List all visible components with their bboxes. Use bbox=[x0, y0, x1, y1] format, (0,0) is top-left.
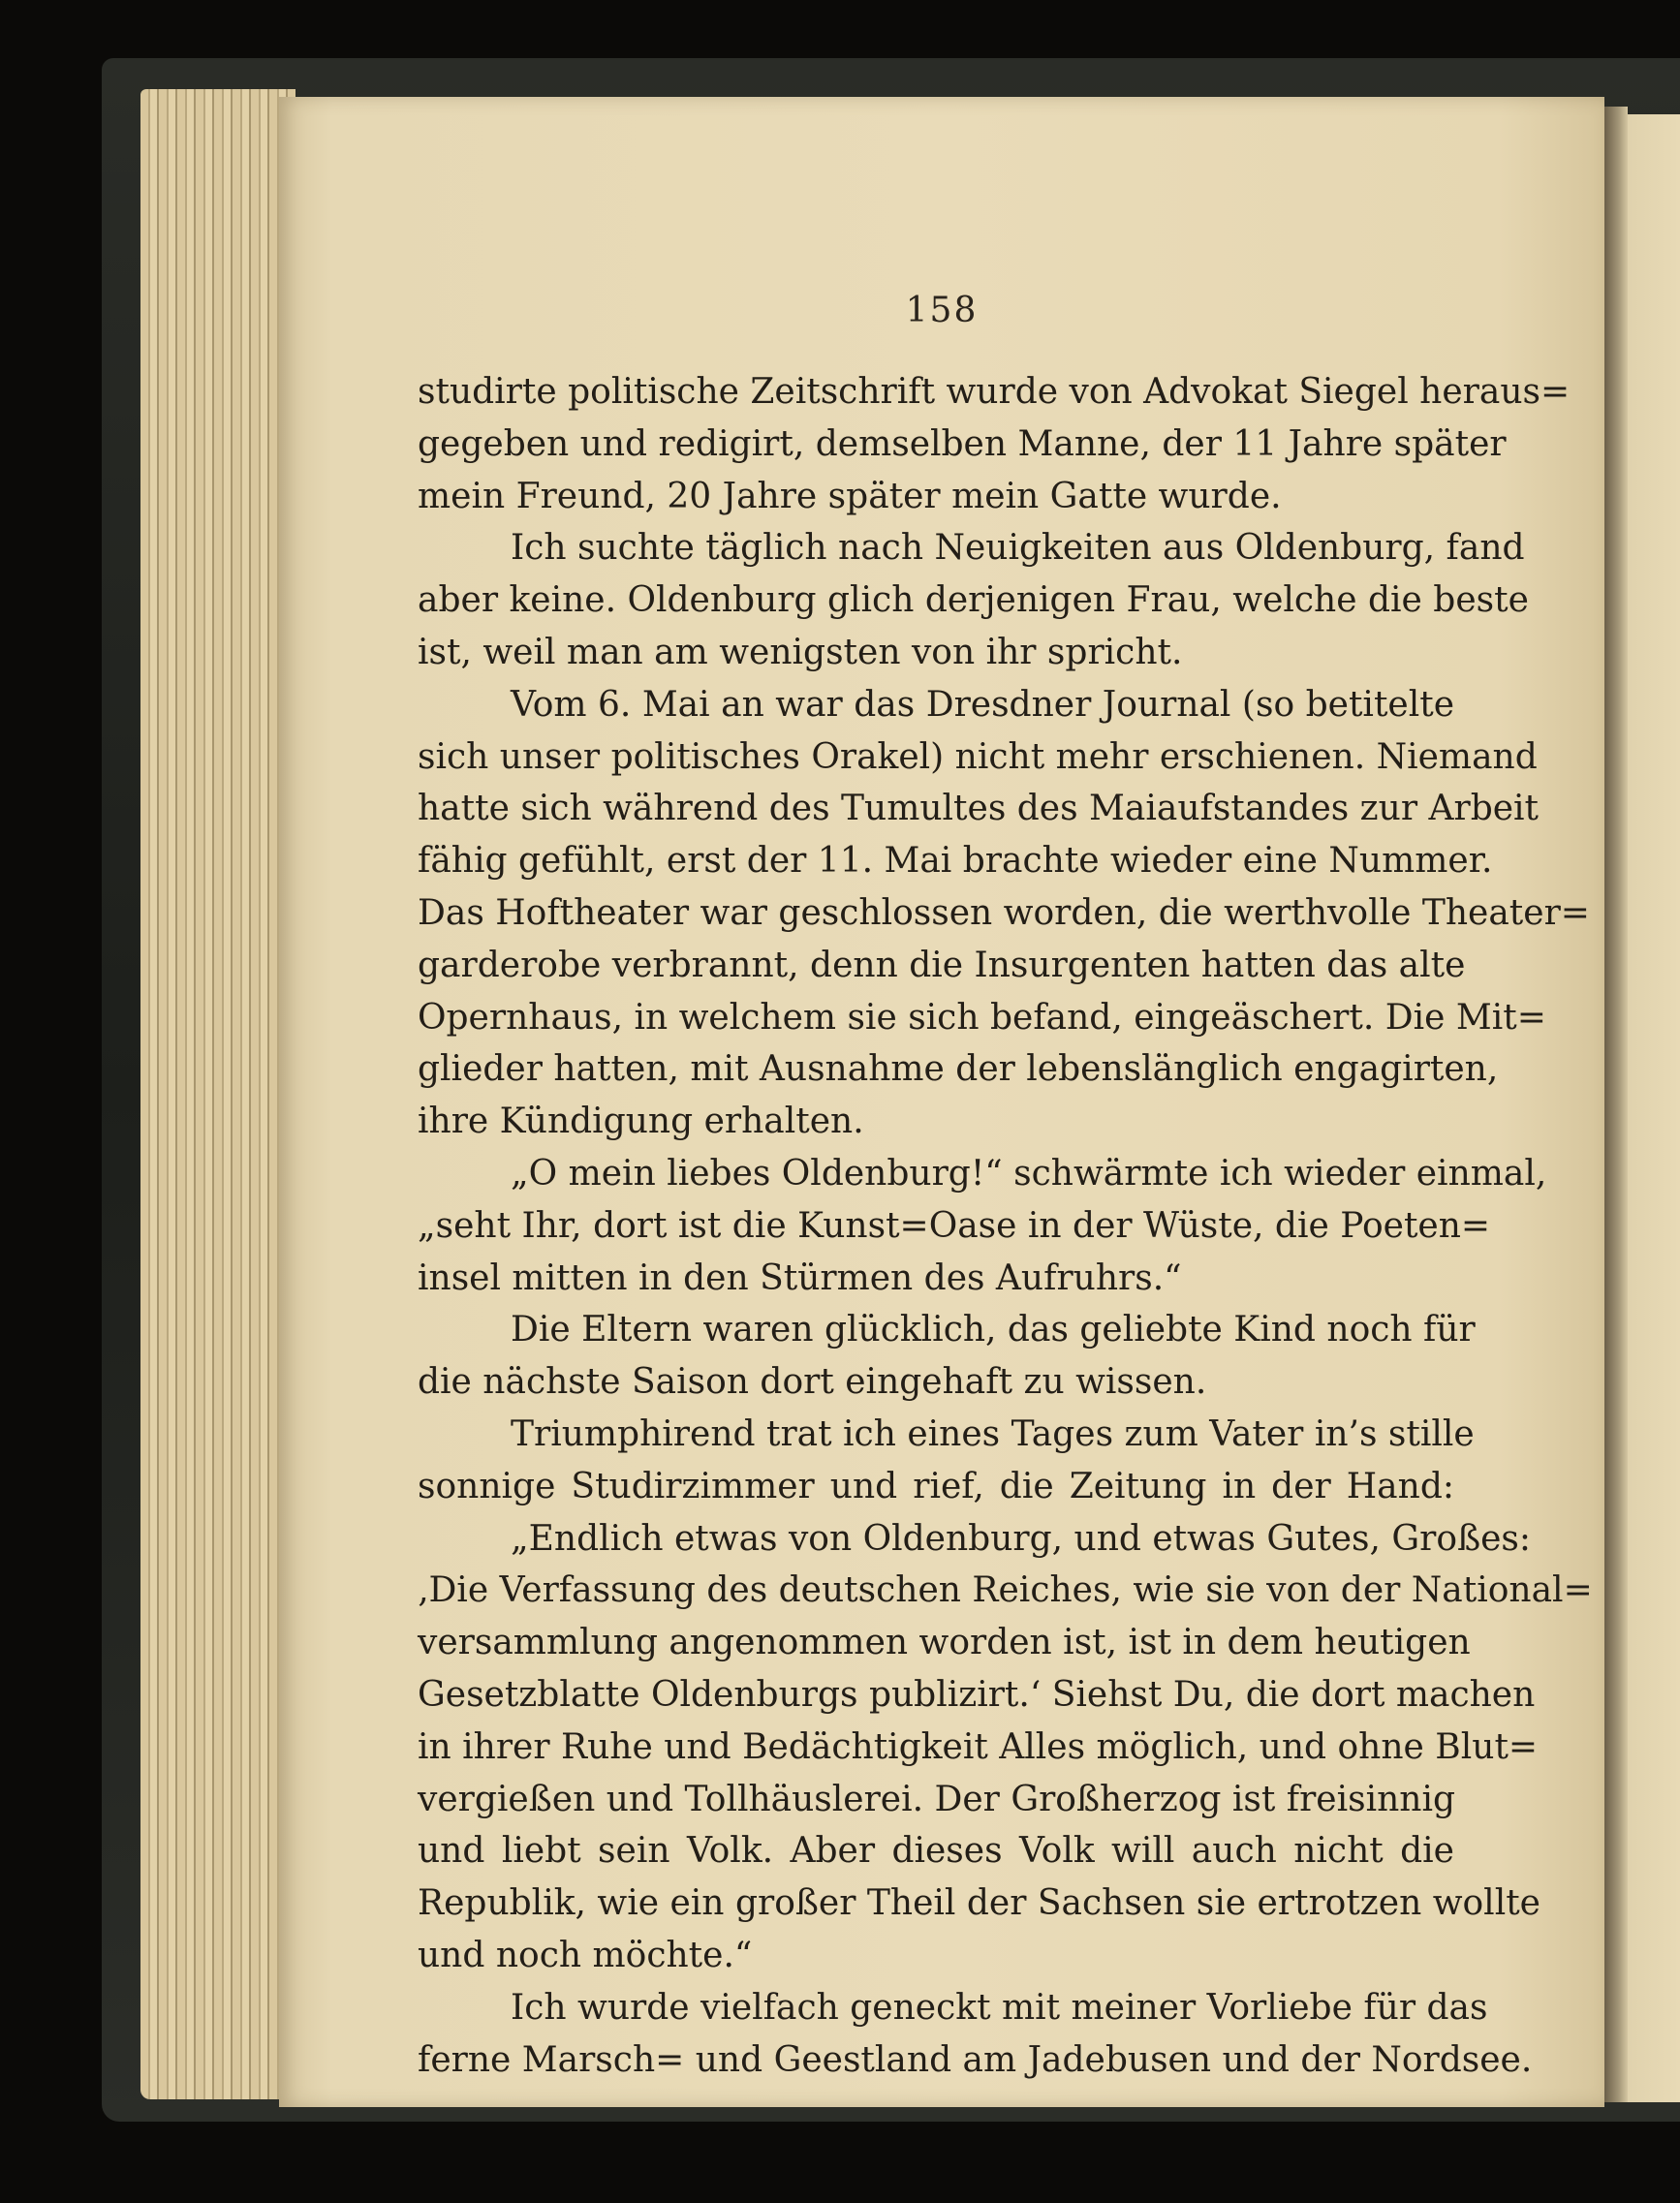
text-line: hatte sich während des Tumultes des Maiaufstandes zur Arbeit bbox=[418, 789, 1540, 829]
text-line: vergießen und Tollhäuslerei. Der Großherzog ist freisinnig bbox=[418, 1779, 1456, 1819]
text-line: „Endlich etwas von Oldenburg, und etwas Gutes, Großes: bbox=[511, 1518, 1532, 1559]
text-line: in ihrer Ruhe und Bedächtigkeit Alles möglich, und ohne Blut= bbox=[418, 1726, 1539, 1767]
page-text bbox=[418, 366, 1593, 2086]
book-page bbox=[279, 97, 1604, 2107]
page-edges bbox=[140, 89, 296, 2099]
text-line: ferne Marsch= und Geestland am Jadebusen und der Nordsee. bbox=[418, 2039, 1533, 2080]
text-line: versammlung angenommen worden ist, ist in dem heutigen bbox=[418, 1623, 1471, 1663]
text-line: studirte politische Zeitschrift wurde von Advokat Siegel heraus= bbox=[418, 372, 1571, 412]
page-number: 158 bbox=[905, 291, 979, 330]
text-line: Triumphirend trat ich eines Tages zum Vater in’s stille bbox=[511, 1413, 1475, 1454]
text-line: sonnige Studirzimmer und rief, die Zeitung in der Hand: bbox=[418, 1466, 1454, 1506]
text-line: Ich suchte täglich nach Neuigkeiten aus Oldenburg, fand bbox=[511, 528, 1525, 569]
text-line: die nächste Saison dort eingehaft zu wissen. bbox=[418, 1362, 1207, 1403]
text-line: Gesetzblatte Oldenburgs publizirt.‘ Siehst Du, die dort machen bbox=[418, 1674, 1536, 1715]
text-line: gegeben und redigirt, demselben Manne, der 11 Jahre später bbox=[418, 423, 1507, 464]
text-line: garderobe verbrannt, denn die Insurgenten hatten das alte bbox=[418, 945, 1466, 985]
text-line: Das Hoftheater war geschlossen worden, die werthvolle Theater= bbox=[418, 892, 1590, 933]
text-line: Die Eltern waren glücklich, das geliebte Kind noch für bbox=[511, 1310, 1476, 1350]
text-line: Opernhaus, in welchem sie sich befand, eingeäschert. Die Mit= bbox=[418, 997, 1546, 1038]
text-line: und noch möchte.“ bbox=[418, 1935, 753, 1975]
text-line: „seht Ihr, dort ist die Kunst=Oase in der Wüste, die Poeten= bbox=[418, 1205, 1491, 1246]
text-line: Vom 6. Mai an war das Dresdner Journal (so betitelte bbox=[511, 684, 1454, 725]
text-line: ‚Die Verfassung des deutschen Reiches, wie sie von der National= bbox=[418, 1570, 1593, 1611]
text-line: ist, weil man am wenigsten von ihr spricht. bbox=[418, 632, 1183, 672]
text-line: aber keine. Oldenburg glich derjenigen Frau, welche die beste bbox=[418, 580, 1529, 621]
text-line: Republik, wie ein großer Theil der Sachsen sie ertrotzen wollte bbox=[418, 1883, 1540, 1924]
text-line: ihre Kündigung erhalten. bbox=[418, 1102, 864, 1142]
text-line: mein Freund, 20 Jahre später mein Gatte wurde. bbox=[418, 476, 1282, 516]
text-line: insel mitten in den Stürmen des Aufruhrs.“ bbox=[418, 1257, 1182, 1298]
text-line: sich unser politisches Orakel) nicht mehr erschienen. Niemand bbox=[418, 736, 1538, 777]
text-line: fähig gefühlt, erst der 11. Mai brachte wieder eine Nummer. bbox=[418, 841, 1493, 882]
text-line: „O mein liebes Oldenburg!“ schwärmte ich wieder einmal, bbox=[511, 1153, 1547, 1194]
next-page-edge bbox=[1628, 114, 1680, 2102]
page-gutter bbox=[1604, 107, 1628, 2102]
text-line: Ich wurde vielfach geneckt mit meiner Vorliebe für das bbox=[511, 1987, 1488, 2028]
text-line: glieder hatten, mit Ausnahme der lebenslänglich engagirten, bbox=[418, 1049, 1499, 1090]
text-line: und liebt sein Volk. Aber dieses Volk will auch nicht die bbox=[418, 1831, 1454, 1872]
